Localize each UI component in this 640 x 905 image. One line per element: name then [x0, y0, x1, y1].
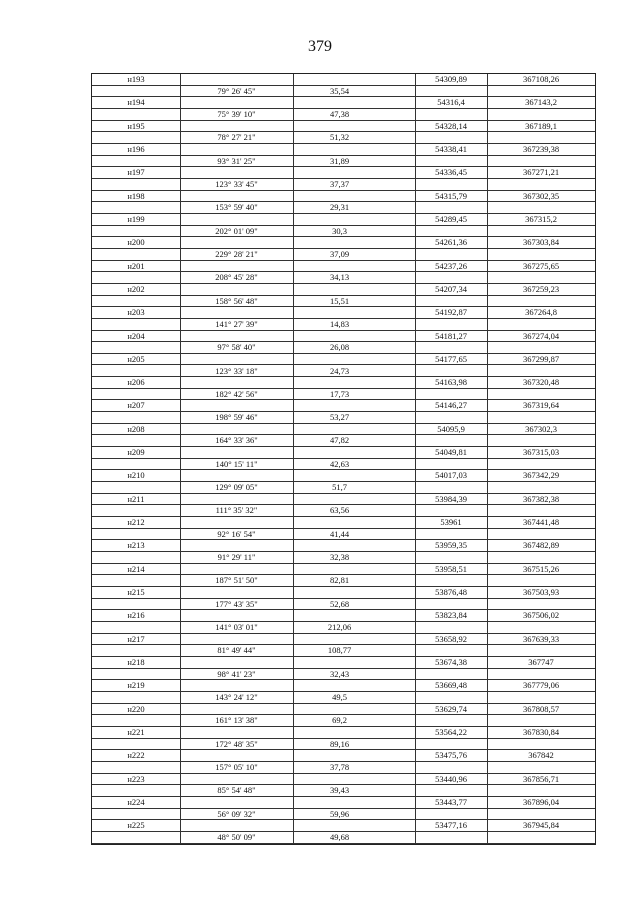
x-coordinate-cell: 53564,22	[435, 726, 467, 737]
point-cell: н199	[127, 213, 145, 224]
table-row-point	[92, 97, 595, 109]
x-coordinate-cell: 54181,27	[435, 330, 467, 341]
direction-angle-cell: 141° 27' 39"	[215, 318, 258, 329]
x-coordinate-cell: 54261,36	[435, 237, 467, 248]
distance-cell: 35,54	[329, 85, 350, 96]
direction-angle-cell: 164° 33' 36"	[215, 435, 258, 446]
table-row-point	[92, 494, 595, 506]
distance-cell: 108,77	[327, 645, 352, 656]
point-cell: н217	[127, 633, 145, 644]
y-coordinate-cell: 367259,23	[522, 283, 560, 294]
table-row-leg	[92, 296, 595, 308]
distance-cell: 51,32	[329, 132, 350, 143]
distance-cell: 47,82	[329, 435, 350, 446]
direction-angle-cell: 157° 05' 10"	[215, 761, 258, 772]
table-row-point	[92, 167, 595, 179]
distance-cell: 63,56	[329, 505, 350, 516]
y-coordinate-cell: 367315,2	[525, 213, 557, 224]
distance-cell: 69,2	[332, 715, 347, 726]
x-coordinate-cell: 53959,35	[435, 540, 467, 551]
x-coordinate-cell: 53823,84	[435, 610, 467, 621]
point-cell: н225	[127, 820, 145, 831]
x-coordinate-cell: 54163,98	[435, 377, 467, 388]
x-coordinate-cell: 53629,74	[435, 703, 467, 714]
distance-cell: 37,37	[329, 178, 350, 189]
table-row-leg	[92, 669, 595, 681]
direction-angle-cell: 202° 01' 09"	[215, 225, 258, 236]
distance-cell: 34,13	[329, 272, 350, 283]
table-row-leg	[92, 645, 595, 657]
table-row-point	[92, 354, 595, 366]
direction-angle-cell: 172° 48' 35"	[215, 738, 258, 749]
x-coordinate-cell: 54336,45	[435, 167, 467, 178]
distance-cell: 49,5	[332, 691, 347, 702]
x-coordinate-cell: 54049,81	[435, 447, 467, 458]
table-row-point	[92, 727, 595, 739]
x-coordinate-cell: 53984,39	[435, 493, 467, 504]
x-coordinate-cell: 53674,38	[435, 657, 467, 667]
direction-angle-cell: 85° 54' 48"	[217, 785, 256, 796]
table-row-point	[92, 657, 595, 669]
table-row-leg	[92, 389, 595, 401]
table-row-point	[92, 331, 595, 343]
table-row-leg	[92, 622, 595, 634]
y-coordinate-cell: 367303,84	[522, 237, 560, 248]
direction-angle-cell: 158° 56' 48"	[215, 295, 258, 306]
direction-angle-cell: 98° 41' 23"	[217, 668, 256, 679]
table-row-leg	[92, 832, 595, 844]
table-row-point	[92, 307, 595, 319]
y-coordinate-cell: 367274,04	[522, 330, 560, 341]
direction-angle-cell: 141° 03' 01"	[215, 622, 258, 633]
x-coordinate-cell: 53958,51	[435, 563, 467, 574]
table-row-point	[92, 424, 595, 436]
table-row-point	[92, 820, 595, 832]
x-coordinate-cell: 54192,87	[435, 307, 467, 318]
point-cell: н202	[127, 283, 145, 294]
direction-angle-cell: 123° 33' 45"	[215, 178, 258, 189]
point-cell: н198	[127, 190, 145, 201]
x-coordinate-cell: 54338,41	[435, 143, 467, 154]
point-cell: н201	[127, 260, 145, 271]
x-coordinate-cell: 53658,92	[435, 633, 467, 644]
y-coordinate-cell: 367503,93	[522, 587, 560, 598]
point-cell: н211	[127, 493, 145, 504]
distance-cell: 39,43	[329, 785, 350, 796]
table-row-leg	[92, 272, 595, 284]
table-row-leg	[92, 505, 595, 517]
y-coordinate-cell: 367747	[528, 657, 554, 667]
x-coordinate-cell: 54095,9	[437, 423, 465, 434]
y-coordinate-cell: 367319,64	[522, 400, 560, 411]
point-cell: н207	[127, 400, 145, 411]
direction-angle-cell: 111° 35' 32"	[215, 505, 258, 516]
table-row-point	[92, 144, 595, 156]
table-row-leg	[92, 319, 595, 331]
point-cell: н222	[127, 750, 145, 761]
direction-angle-cell: 48° 50' 09"	[217, 831, 256, 842]
y-coordinate-cell: 367945,84	[522, 820, 560, 831]
table-row-point	[92, 587, 595, 599]
x-coordinate-cell: 53443,77	[435, 796, 467, 807]
x-coordinate-cell: 54146,27	[435, 400, 467, 411]
y-coordinate-cell: 367264,8	[525, 307, 557, 318]
y-coordinate-cell: 367808,57	[522, 703, 560, 714]
point-cell: н200	[127, 237, 145, 248]
point-cell: н195	[127, 120, 145, 131]
distance-cell: 29,31	[329, 202, 350, 213]
table-row-point	[92, 564, 595, 576]
distance-cell: 15,51	[329, 295, 350, 306]
distance-cell: 17,73	[329, 388, 350, 399]
point-cell: н212	[127, 517, 145, 528]
x-coordinate-cell: 54207,34	[435, 283, 467, 294]
y-coordinate-cell: 367299,87	[522, 353, 560, 364]
y-coordinate-cell: 367482,89	[522, 540, 560, 551]
direction-angle-cell: 198° 59' 46"	[215, 412, 258, 423]
table-row-leg	[92, 366, 595, 378]
table-row-leg	[92, 599, 595, 611]
direction-angle-cell: 140° 15' 11"	[215, 458, 258, 469]
distance-cell: 49,68	[329, 831, 350, 842]
point-cell: н193	[127, 74, 145, 84]
y-coordinate-cell: 367239,38	[522, 143, 560, 154]
distance-cell: 41,44	[329, 528, 350, 539]
table-row-leg	[92, 342, 595, 354]
table-row-leg	[92, 809, 595, 821]
direction-angle-cell: 91° 29' 11"	[217, 552, 256, 563]
direction-angle-cell: 79° 26' 45"	[217, 85, 256, 96]
table-row-point	[92, 284, 595, 296]
y-coordinate-cell: 367302,35	[522, 190, 560, 201]
point-cell: н213	[127, 540, 145, 551]
page-number: 379	[308, 38, 332, 55]
distance-cell: 52,68	[329, 598, 350, 609]
distance-cell: 37,09	[329, 248, 350, 259]
table-row-leg	[92, 156, 595, 168]
distance-cell: 89,16	[329, 738, 350, 749]
y-coordinate-cell: 367842	[528, 750, 554, 761]
table-row-point	[92, 261, 595, 273]
table-row-point	[92, 680, 595, 692]
distance-cell: 59,96	[329, 808, 350, 819]
coordinates-table	[91, 73, 596, 845]
y-coordinate-cell: 367320,48	[522, 377, 560, 388]
x-coordinate-cell: 53477,16	[435, 820, 467, 831]
x-coordinate-cell: 53876,48	[435, 587, 467, 598]
table-row-point	[92, 750, 595, 762]
y-coordinate-cell: 367441,48	[522, 517, 560, 528]
point-cell: н220	[127, 703, 145, 714]
y-coordinate-cell: 367271,21	[522, 167, 560, 178]
direction-angle-cell: 182° 42' 56"	[215, 388, 258, 399]
y-coordinate-cell: 367143,2	[525, 97, 557, 108]
table-row-leg	[92, 762, 595, 774]
direction-angle-cell: 129° 09' 05"	[215, 482, 258, 493]
direction-angle-cell: 81° 49' 44"	[217, 645, 256, 656]
table-row-point	[92, 237, 595, 249]
point-cell: н209	[127, 447, 145, 458]
point-cell: н219	[127, 680, 145, 691]
x-coordinate-cell: 53961	[440, 517, 462, 528]
table-row-point	[92, 517, 595, 529]
direction-angle-cell: 177° 43' 35"	[215, 598, 258, 609]
direction-angle-cell: 123° 33' 18"	[215, 365, 258, 376]
y-coordinate-cell: 367382,38	[522, 493, 560, 504]
x-coordinate-cell: 54315,79	[435, 190, 467, 201]
table-row-point	[92, 447, 595, 459]
y-coordinate-cell: 367108,26	[522, 74, 560, 84]
y-coordinate-cell: 367506,02	[522, 610, 560, 621]
point-cell: н214	[127, 563, 145, 574]
distance-cell: 82,81	[329, 575, 350, 586]
direction-angle-cell: 75° 39' 10"	[217, 108, 256, 119]
y-coordinate-cell: 367315,03	[522, 447, 560, 458]
table-row-leg	[92, 249, 595, 261]
y-coordinate-cell: 367275,65	[522, 260, 560, 271]
point-cell: н196	[127, 143, 145, 154]
point-cell: н223	[127, 773, 145, 784]
x-coordinate-cell: 53440,96	[435, 773, 467, 784]
x-coordinate-cell: 54328,14	[435, 120, 467, 131]
table-row-point	[92, 470, 595, 482]
distance-cell: 31,89	[329, 155, 350, 166]
direction-angle-cell: 56° 09' 32"	[217, 808, 256, 819]
y-coordinate-cell: 367189,1	[525, 120, 557, 131]
direction-angle-cell: 93° 31' 25"	[217, 155, 256, 166]
point-cell: н218	[127, 657, 145, 667]
direction-angle-cell: 97° 58' 40"	[217, 342, 256, 353]
table-row-leg	[92, 412, 595, 424]
y-coordinate-cell: 367342,29	[522, 470, 560, 481]
distance-cell: 53,27	[329, 412, 350, 423]
distance-cell: 14,83	[329, 318, 350, 329]
direction-angle-cell: 229° 28' 21"	[215, 248, 258, 259]
distance-cell: 42,63	[329, 458, 350, 469]
table-row-leg	[92, 179, 595, 191]
table-row-leg	[92, 739, 595, 751]
point-cell: н204	[127, 330, 145, 341]
point-cell: н203	[127, 307, 145, 318]
table-row-point	[92, 774, 595, 786]
y-coordinate-cell: 367896,04	[522, 796, 560, 807]
direction-angle-cell: 78° 27' 21"	[217, 132, 256, 143]
direction-angle-cell: 208° 45' 28"	[215, 272, 258, 283]
table-row-leg	[92, 715, 595, 727]
point-cell: н197	[127, 167, 145, 178]
table-row-leg	[92, 552, 595, 564]
table-row-leg	[92, 86, 595, 98]
direction-angle-cell: 153° 59' 40"	[215, 202, 258, 213]
table-row-leg	[92, 482, 595, 494]
table-row-leg	[92, 435, 595, 447]
point-cell: н221	[127, 726, 145, 737]
y-coordinate-cell: 367779,06	[522, 680, 560, 691]
distance-cell: 51,7	[332, 482, 347, 493]
table-row-leg	[92, 202, 595, 214]
distance-cell: 32,38	[329, 552, 350, 563]
table-row-point	[92, 214, 595, 226]
y-coordinate-cell: 367856,71	[522, 773, 560, 784]
x-coordinate-cell: 54316,4	[437, 97, 465, 108]
table-row-leg	[92, 529, 595, 541]
x-coordinate-cell: 54289,45	[435, 213, 467, 224]
table-row-point	[92, 540, 595, 552]
distance-cell: 47,38	[329, 108, 350, 119]
table-row-leg	[92, 785, 595, 797]
table-row-point	[92, 400, 595, 412]
y-coordinate-cell: 367515,26	[522, 563, 560, 574]
table-row-leg	[92, 459, 595, 471]
table-row-point	[92, 634, 595, 646]
y-coordinate-cell: 367639,33	[522, 633, 560, 644]
table-row-leg	[92, 132, 595, 144]
table-row-point	[92, 191, 595, 203]
table-row-leg	[92, 109, 595, 121]
point-cell: н216	[127, 610, 145, 621]
point-cell: н210	[127, 470, 145, 481]
x-coordinate-cell: 53669,48	[435, 680, 467, 691]
point-cell: н205	[127, 353, 145, 364]
direction-angle-cell: 92° 16' 54"	[217, 528, 256, 539]
x-coordinate-cell: 53475,76	[435, 750, 467, 761]
point-cell: н208	[127, 423, 145, 434]
table-row-point	[92, 704, 595, 716]
distance-cell: 37,78	[329, 761, 350, 772]
y-coordinate-cell: 367830,84	[522, 726, 560, 737]
point-cell: н194	[127, 97, 145, 108]
point-cell: н215	[127, 587, 145, 598]
y-coordinate-cell: 367302,3	[525, 423, 557, 434]
direction-angle-cell: 143° 24' 12"	[215, 691, 258, 702]
point-cell: н224	[127, 796, 145, 807]
distance-cell: 24,73	[329, 365, 350, 376]
table-row-point	[92, 797, 595, 809]
table-row-point	[92, 74, 595, 86]
x-coordinate-cell: 54017,03	[435, 470, 467, 481]
distance-cell: 212,06	[327, 622, 352, 633]
x-coordinate-cell: 54237,26	[435, 260, 467, 271]
table-row-point	[92, 121, 595, 133]
direction-angle-cell: 161° 13' 38"	[215, 715, 258, 726]
table-row-leg	[92, 226, 595, 238]
point-cell: н206	[127, 377, 145, 388]
table-row-point	[92, 377, 595, 389]
distance-cell: 32,43	[329, 668, 350, 679]
table-row-leg	[92, 575, 595, 587]
table-row-leg	[92, 692, 595, 704]
distance-cell: 26,08	[329, 342, 350, 353]
direction-angle-cell: 187° 51' 50"	[215, 575, 258, 586]
x-coordinate-cell: 54177,65	[435, 353, 467, 364]
x-coordinate-cell: 54309,89	[435, 74, 467, 84]
distance-cell: 30,3	[332, 225, 347, 236]
table-row-point	[92, 610, 595, 622]
